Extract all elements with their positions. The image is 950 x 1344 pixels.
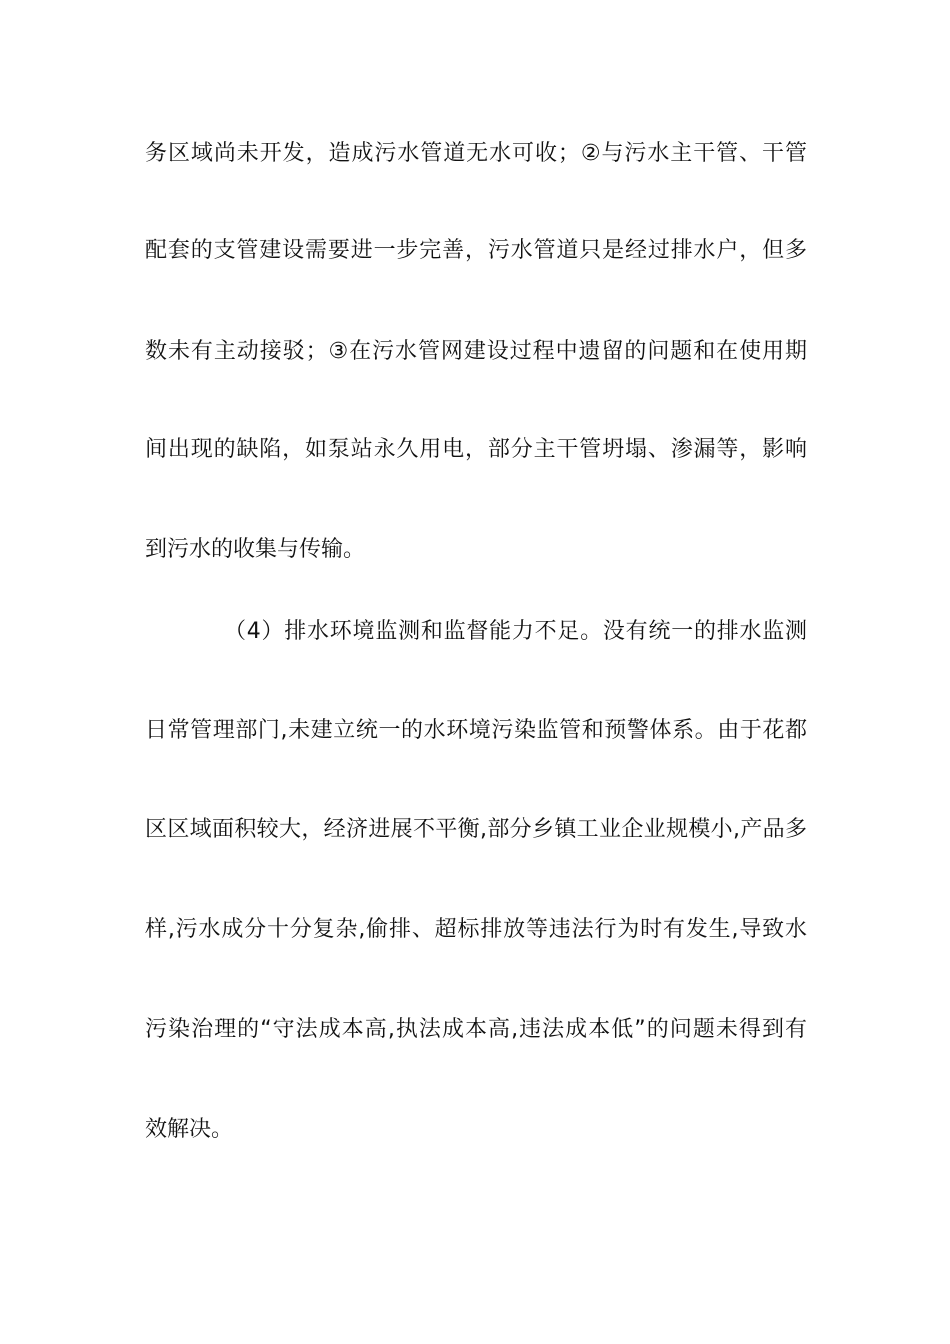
text-line: 到污水的收集与传输。: [145, 537, 366, 562]
text-line: 样,污水成分十分复杂,偷排、超标排放等违法行为时有发生,导致水: [145, 917, 807, 942]
text-line: 数未有主动接驳；③在污水管网建设过程中遗留的问题和在使用期: [145, 339, 807, 364]
text-line: 污染治理的“守法成本高,执法成本高,违法成本低”的问题未得到有: [145, 1017, 807, 1042]
text-line: 区区域面积较大，经济进展不平衡,部分乡镇工业企业规模小,产品多: [145, 817, 807, 842]
text-line: 间出现的缺陷，如泵站永久用电，部分主干管坍塌、渗漏等，影响: [145, 437, 807, 462]
text-line: （4）排水环境监测和监督能力不足。没有统一的排水监测: [224, 619, 807, 644]
text-line: 配套的支管建设需要进一步完善，污水管道只是经过排水户，但多: [145, 238, 807, 263]
text-line: 日常管理部门,未建立统一的水环境污染监管和预警体系。由于花都: [145, 718, 807, 743]
text-line: 效解决。: [145, 1117, 234, 1142]
text-line: 务区域尚未开发，造成污水管道无水可收；②与污水主干管、干管: [145, 141, 807, 166]
